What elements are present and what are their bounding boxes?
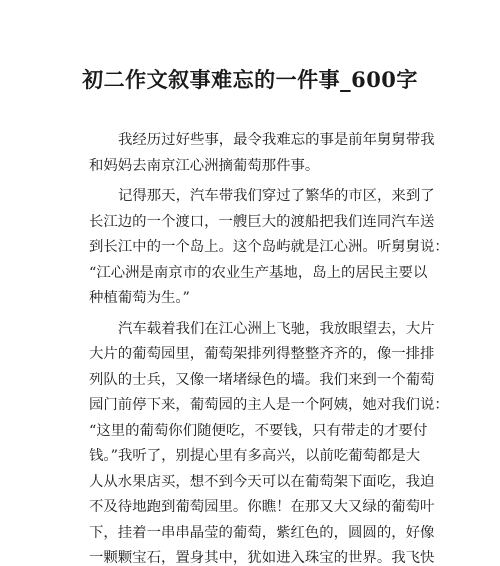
text-line: “江心洲是南京市的农业生产基地，岛上的居民主要以	[89, 264, 428, 281]
text-line: 人从水果店买，想不到今天可以在葡萄架下面吃，我迫	[89, 473, 435, 490]
paragraph-3	[89, 317, 449, 566]
text-line: 到长江中的一个岛上。这个岛屿就是江心洲。听舅舅说：	[89, 239, 449, 255]
text-line: 大片的葡萄园里，葡萄架排列得整整齐齐的，像一排排	[89, 346, 435, 362]
text-line: 列队的士兵，又像一堵堵绿色的墙。我们来到一个葡萄	[89, 371, 435, 388]
paragraph-2	[89, 184, 449, 312]
article-body	[89, 128, 449, 566]
paragraph-1	[89, 128, 435, 179]
text-line: “这里的葡萄你们随便吃，不要钱，只有带走的才要付	[89, 422, 428, 439]
text-line: 钱。”我听了，别提心里有多高兴，以前吃葡萄都是大	[89, 448, 421, 464]
text-line: 不及待地跑到葡萄园里。你瞧！在那又大又绿的葡萄叶	[89, 499, 435, 515]
text-line: 汽车载着我们在江心洲上飞驰，我放眼望去，大片	[118, 320, 435, 337]
text-line: 一颗颗宝石，置身其中，犹如进入珠宝的世界。我飞快	[89, 550, 435, 566]
text-line: 我经历过好些事，最令我难忘的事是前年舅舅带我	[118, 132, 435, 148]
text-line: 种植葡萄为生。”	[89, 290, 190, 306]
text-line: 长江边的一个渡口，一艘巨大的渡船把我们连同汽车送	[89, 213, 435, 230]
text-line: 记得那天，汽车带我们穿过了繁华的市区，来到了	[118, 188, 435, 204]
article-title: 初二作文叙事难忘的一件事_600字	[82, 67, 418, 92]
text-line: 园门前停下来，葡萄园的主人是一个阿姨，她对我们说：	[89, 397, 449, 413]
text-line: 和妈妈去南京江心洲摘葡萄那件事。	[89, 157, 320, 174]
text-line: 下，挂着一串串晶莹的葡萄，紫红色的，圆圆的，好像	[89, 524, 435, 541]
